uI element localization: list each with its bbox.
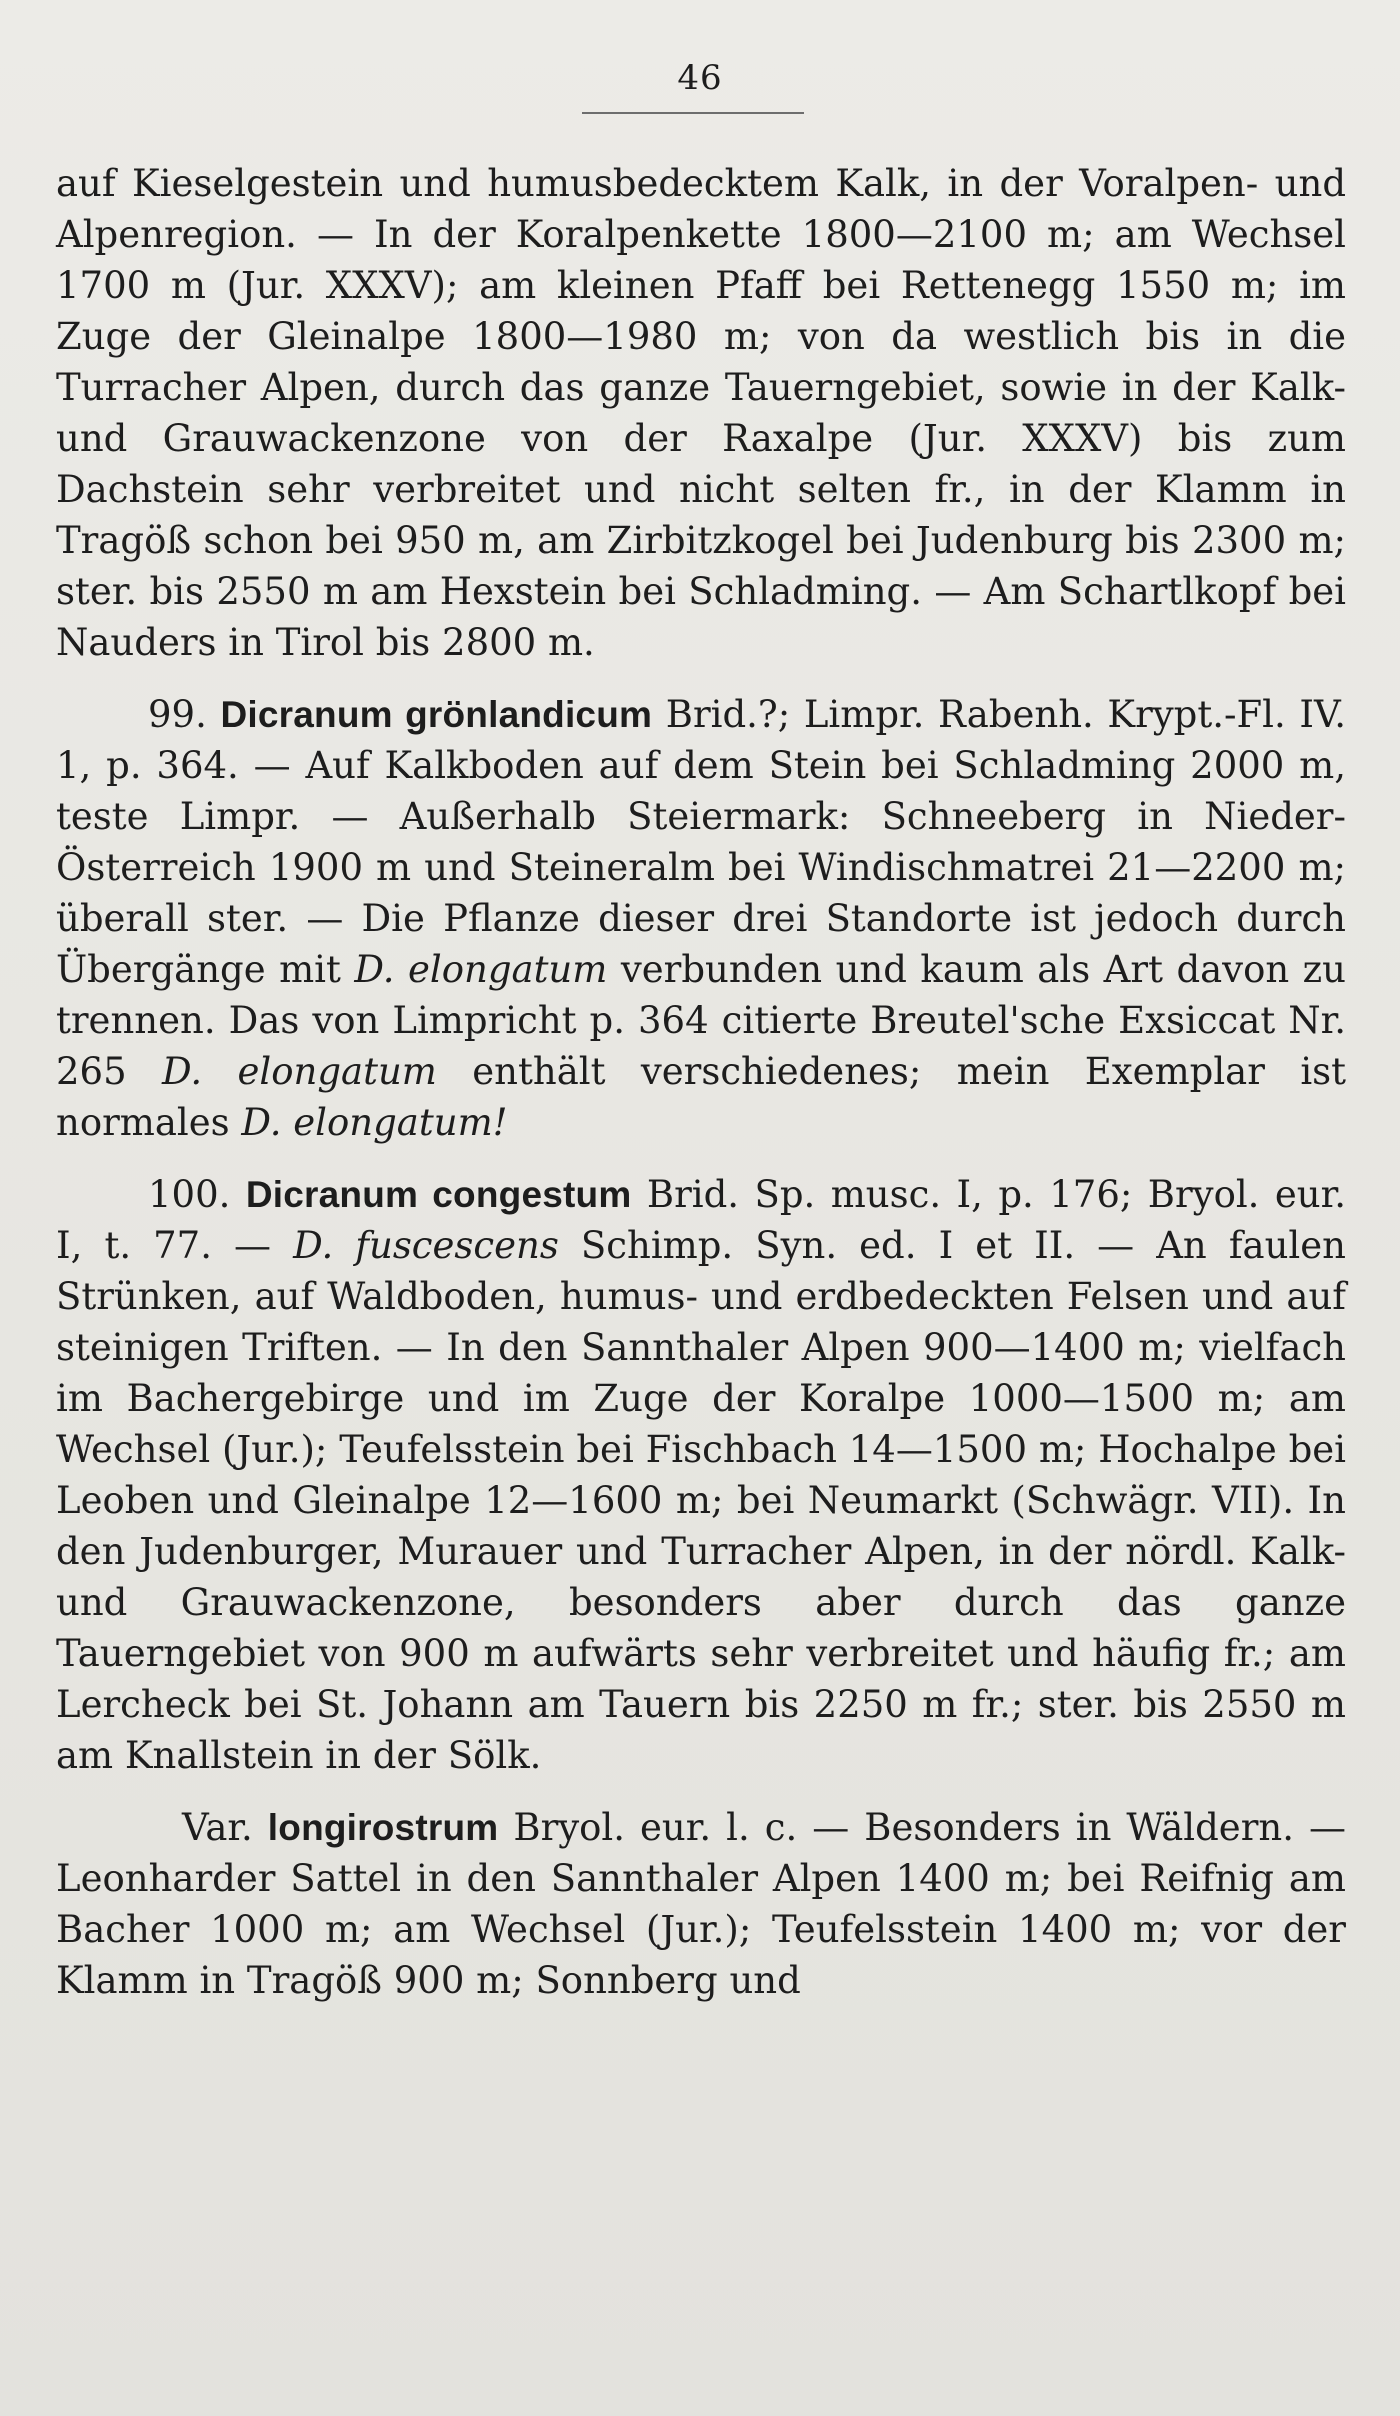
entry-number: 100. xyxy=(148,1173,231,1216)
entry-body-text-2: Schimp. Syn. ed. I et II. — An faulen Strünken, auf Waldboden, humus- und erdbedeckten Felsen und auf steinigen Triften. — In den Sannthaler Alpen 900—1400 m; vielfach im Bachergebirge und im Zuge der Koralpe 1000—1500 m; am Wechsel (Jur.); Teufelsstein bei Fischbach 14—1500 m; Hochalpe bei Leoben und Gleinalpe 12—1600 m; bei Neumarkt (Schwägr. VII). In den Judenburger, Murauer und Turracher Alpen, in der nördl. Kalk- und Grauwackenzone, besonders aber durch das ganze Tauerngebiet von 900 m aufwärts sehr verbreitet und häufig fr.; am Lercheck bei St. Johann am Tauern bis 2250 m fr.; ster. bis 2550 m am Knallstein in der Sölk. xyxy=(56,1224,1346,1777)
variety-paragraph xyxy=(56,1802,1346,2006)
continuation-text: auf Kieselgestein und humusbedecktem Kalk, in der Voralpen- und Alpenregion. — In der Koralpenkette 1800—2100 m; am Wechsel 1700 m (Jur. XXXV); am kleinen Pfaff bei Rettenegg 1550 m; im Zuge der Gleinalpe 1800—1980 m; von da westlich bis in die Turracher Alpen, durch das ganze Tauerngebiet, sowie in der Kalk- und Grauwackenzone von der Raxalpe (Jur. XXXV) bis zum Dachstein sehr verbreitet und nicht selten fr., in der Klamm in Tragöß schon bei 950 m, am Zirbitzkogel bei Judenburg bis 2300 m; ster. bis 2550 m am Hexstein bei Schladming. — Am Schartlkopf bei Nauders in Tirol bis 2800 m. xyxy=(56,162,1346,664)
italic-taxon-2: D. elongatum xyxy=(162,1050,437,1093)
italic-taxon-1: D. elongatum xyxy=(354,948,608,991)
variety-body-text: — Besonders in Wäldern. — Leonharder Sattel in den Sannthaler Alpen 1400 m; bei Reifnig am Bacher 1000 m; am Wechsel (Jur.); Teufelsstein 1400 m; vor der Klamm in Tragöß 900 m; Sonnberg und xyxy=(56,1806,1346,2002)
citation-text: Bryol. eur. l. c. xyxy=(513,1806,798,1849)
entry-body-text-3: enthält verschiedenes; mein Exemplar ist normales xyxy=(56,1050,1347,1144)
continuation-paragraph xyxy=(56,158,1346,668)
entry-100 xyxy=(56,1169,1346,1781)
italic-taxon-1: D. fuscescens xyxy=(293,1224,559,1267)
citation-text: Brid. Sp. musc. I, p. 176; Bryol. eur. I, t. 77. xyxy=(56,1173,1346,1267)
entry-body-text-2: verbunden und kaum als Art davon zu trennen. Das von Limpricht p. 364 citierte Breutel'sche Exsiccat Nr. 265 xyxy=(56,948,1347,1093)
species-name: Dicranum congestum xyxy=(245,1174,632,1215)
variety-prefix: Var. xyxy=(182,1806,253,1849)
entry-99 xyxy=(56,689,1346,1148)
italic-taxon-3: D. elongatum! xyxy=(241,1101,508,1144)
page-number: 46 xyxy=(677,58,723,98)
main-text-block xyxy=(56,158,1346,2006)
entry-body-text-1: — xyxy=(211,1224,294,1267)
species-name: Dicranum grönlandicum xyxy=(220,694,653,735)
variety-name: longirostrum xyxy=(267,1807,499,1848)
entry-body-text-1: — Auf Kalkboden auf dem Stein bei Schladming 2000 m, teste Limpr. — Außerhalb Steiermark: Schneeberg in Nieder-Österreich 1900 m und Steineralm bei Windischmatrei 21—2200 m; überall ster. — Die Pflanze dieser drei Standorte ist jedoch durch Übergänge mit xyxy=(56,744,1347,991)
header-rule xyxy=(582,112,804,114)
citation-text: Brid.?; Limpr. Rabenh. Krypt.-Fl. IV. 1, p. 364. xyxy=(56,693,1346,787)
entry-number: 99. xyxy=(148,693,207,736)
